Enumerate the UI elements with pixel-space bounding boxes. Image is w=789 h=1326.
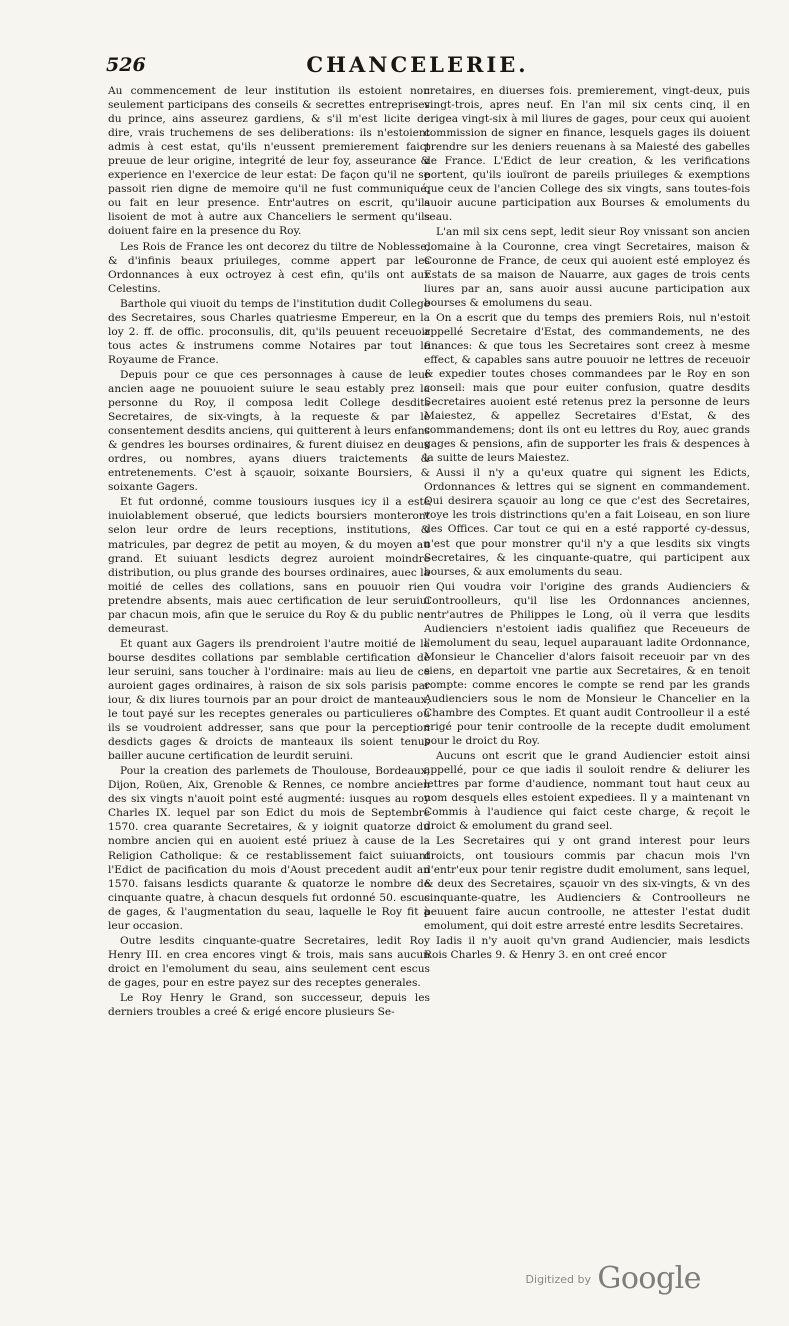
paragraph: Qui voudra voir l'origine des grands Audienciers & Controolleurs, qu'il lise les Ordonnances anciennes, entr'autres de Philippes le Long, où il verra que lesdits Audienciers n'estoient iadis qualifiez que Receueurs de l'emolument du seau, lequel auparauant ladite Ordonnance, Monsieur le Chancelier d'alors faisoit receuoir par vn des siens, en departoit vne partie aux Secretaires, & en tenoit compte: comme encores le compte se rend par les grands Audienciers sous le nom de Monsieur le Chancelier en la Chambre des Comptes. Et quant audit Controolleur il a esté erigé pour tenir controolle de la recepte dudit emolument pour le droict du Roy. [424, 580, 750, 748]
paragraph: Le Roy Henry le Grand, son successeur, depuis les derniers troubles a creé & erigé encore plusieurs Se- [108, 992, 430, 1019]
paragraph: Aussi il n'y a qu'eux quatre qui signent les Edicts, Ordonnances & lettres qui se signent en commandement. Qui desirera sçauoir au long ce que c'est des Secretaires, voye les trois distrinctions qu'en a fait Loiseau, en son liure des Offices. Car tout ce qui en a esté rapporté cy-dessus, n'est que pour monstrer qu'il n'y a que lesdits six vingts Secretaires, & les cinquante-quatre, qui participent aux bourses, & aux emoluments du seau. [424, 467, 750, 578]
paragraph: Les Rois de France les ont decorez du tiltre de Noblesse, & d'infinis beaux priuileges, comme appert par les Ordonnances à eux octroyez à cest efin, qu'ils ont aux Celestins. [108, 240, 430, 295]
paragraph: Depuis pour ce que ces personnages à cause de leur ancien aage ne pouuoient suiure le seau estably prez la personne du Roy, il composa ledit College desdits Secretaires, de six-vingts, à la requeste & par le consentement desdits anciens, qui quitterent à leurs enfans & gendres les bourses ordinaires, & furent diuisez en deux ordres, ou nombres, ayans diuers traictements & entretenements. C'est à sçauoir, soixante Boursiers, & soixante Gagers. [108, 368, 430, 494]
digitized-by-label: Digitized by [525, 1273, 591, 1286]
paragraph: Et quant aux Gagers ils prendroient l'autre moitié de la bourse desdites collations par semblable certification de leur seruini, sans toucher à l'ordinaire: mais au lieu de ce auroient gages ordinaires, à raison de six sols parisis par iour, & dix liures tournois par an pour droict de manteaux, le tout payé sur les receptes generales ou particulieres où ils se voudroient addresser, sans que pour la perception desdicts gages & droicts de manteaux ils soient tenus bailler aucune certification de leurdit seruini. [108, 637, 430, 763]
page-header [106, 52, 729, 82]
paragraph: Les Secretaires qui y ont grand interest pour leurs droicts, ont tousiours commis par chacun mois l'vn d'entr'eux pour tenir registre dudit emolument, sans lequel, & deux des Secretaires, sçauoir vn des six-vingts, & vn des cinquante-quatre, les Audienciers & Controolleurs ne peuuent faire aucun controolle, ne attester l'estat dudit emolument, qui doit estre arresté entre lesdits Secretaires. [424, 835, 750, 932]
paragraph: L'an mil six cens sept, ledit sieur Roy vnissant son ancien domaine à la Couronne, crea vingt Secretaires, maison & Couronne de France, de ceux qui auoient esté employez és Estats de sa maison de Nauarre, aux gages de trois cents liures par an, sans auoir aussi aucune participation aux bourses & emolumens du seau. [424, 226, 750, 309]
page-number: 526 [106, 54, 146, 76]
paragraph: Outre lesdits cinquante-quatre Secretaires, ledit Roy Henry III. en crea encores vingt & trois, mais sans aucun droict en l'emolument du seau, ains seulement cent escus de gages, pour en estre payez sur des receptes generales. [108, 934, 430, 989]
paragraph: Et fut ordonné, comme tousiours iusques icy il a esté inuiolablement obserué, que ledicts boursiers monteront selon leur ordre de leurs receptions, institutions, & matricules, par degrez de petit au moyen, & du moyen au grand. Et suiuant lesdicts degrez auroient moindre distribution, ou plus grande des bourses ordinaires, auec la moitié de celles des collations, sans en pouuoir rien pretendre absents, mais auec certification de leur seruiui par chacun mois, afin que le seruice du Roy & du public ne demeurast. [108, 496, 430, 635]
left-column [108, 84, 430, 1019]
paragraph: Aucuns ont escrit que le grand Audiencier estoit ainsi appellé, pour ce que iadis il souloit rendre & deliurer les lettres par forme d'audience, nommant tout haut ceux au nom desquels elles estoient expediees. Il y a maintenant vn Commis à l'audience qui faict ceste charge, & reçoit le droict & emolument du grand seel. [424, 750, 750, 833]
paragraph: Pour la creation des parlemets de Thoulouse, Bordeaux, Dijon, Roüen, Aix, Grenoble & Rennes, ce nombre ancien des six vingts n'auoit point esté augmenté: iusques au roy Charles IX. lequel par son Edict du mois de Septembre 1570. crea quarante Secretaires, & y ioignit quatorze du nombre ancien qui en auoient esté priuez à cause de la Religion Catholique: & ce restablissement faict suiuant l'Edict de pacification du mois d'Aoust precedent audit an 1570. faisans lesdicts quarante & quatorze le nombre de cinquante quatre, à chacun desquels fut ordonné 50. escus de gages, & l'augmentation du seau, laquelle le Roy fit à leur occasion. [108, 765, 430, 932]
paragraph: On a escrit que du temps des premiers Rois, nul n'estoit appellé Secretaire d'Estat, des commandements, ne des finances: & que tous les Secretaires sont creez à mesme effect, & capables sans autre pouuoir ne lettres de receuoir & expedier toutes choses commandees par le Roy en son conseil: mais que pour euiter confusion, quatre desdits Secretaires auoient esté retenus prez la personne de leurs Maiestez, & appellez Secretaires d'Estat, & des commandemens; dont ils ont eu lettres du Roy, auec grands gages & pensions, afin de supporter les frais & despences à la suitte de leurs Maiestez. [424, 311, 750, 465]
right-column [424, 84, 750, 962]
paragraph: Au commencement de leur institution ils estoient non seulement participans des conseils & secrettes entreprises du prince, ains asseurez gardiens, & s'il m'est licite de dire, vrais truchemens de ses deliberations: ils n'estoient admis à cest estat, qu'ils n'eussent premierement faict preuue de leur origine, integrité de leur foy, asseurance & experience en l'exercice de leur estat: De façon qu'il ne se passoit rien digne de memoire qu'il ne fust communiqué, ou fait en leur presence. Entr'autres on escrit, qu'ils lisoient de mot à autre aux Chanceliers le serment qu'ils doiuent faire en la presence du Roy. [108, 85, 430, 238]
paragraph: Iadis il n'y auoit qu'vn grand Audiencier, mais lesdicts Rois Charles 9. & Henry 3. en ont creé encor [424, 934, 750, 961]
paragraph: Barthole qui viuoit du temps de l'institution dudit College des Secretaires, sous Charles quatriesme Empereur, en la loy 2. ff. de offic. proconsulis, dit, qu'ils peuuent receuoir tous actes & instrumens comme Notaires par tout le Royaume de France. [108, 297, 431, 366]
google-logo: Google [597, 1261, 701, 1296]
paragraph: cretaires, en diuerses fois. premierement, vingt-deux, puis vingt-trois, apres neuf. En l'an mil six cents cinq, il en erigea vingt-six à mil liures de gages, pour ceux qui auoient commission de signer en finance, lesquels gages ils doiuent prendre sur les deniers reuenans à sa Maiesté des gabelles de France. L'Edict de leur creation, & les verifications portent, qu'ils iouïront de pareils priuileges & exemptions que ceux de l'ancien College des six vingts, sans toutes-fois auoir aucune participation aux Bourses & emoluments du seau. [424, 85, 750, 224]
running-head: CHANCELERIE. [306, 52, 529, 77]
